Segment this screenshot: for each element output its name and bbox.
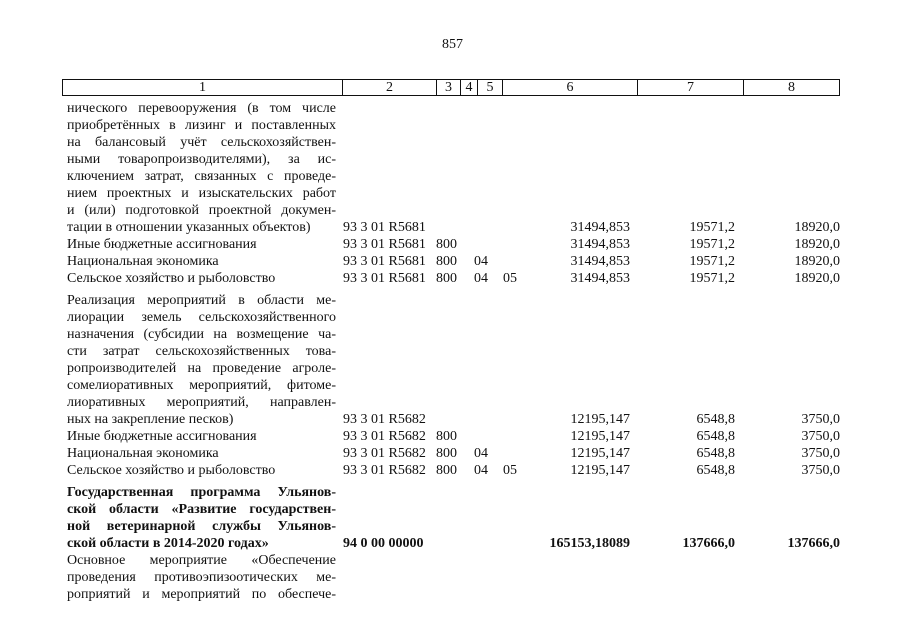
header-col-2: 2 — [386, 80, 393, 95]
header-col-5: 5 — [486, 80, 494, 95]
col-3-cell: 800 — [436, 429, 457, 444]
value-col-6: 31494,853 — [570, 254, 630, 269]
description-line: ными товаропроизводителями), за ис- — [67, 152, 336, 167]
value-col-8: 3750,0 — [801, 429, 840, 444]
code-cell: 93 3 01 R5681 — [343, 271, 426, 286]
value-col-7: 19571,2 — [689, 254, 735, 269]
description-line: на балансовый учёт сельскохозяйствен- — [67, 135, 336, 150]
value-col-6: 31494,853 — [570, 237, 630, 252]
description-line: роприятий и мероприятий по обеспече- — [67, 587, 336, 602]
col-4-cell: 04 — [474, 463, 488, 478]
header-col-3: 3 — [445, 80, 452, 95]
value-col-8: 18920,0 — [794, 220, 840, 235]
value-col-7: 6548,8 — [696, 446, 735, 461]
code-cell: 93 3 01 R5682 — [343, 412, 426, 427]
col-3-cell: 800 — [436, 463, 457, 478]
program-title-line: ской области «Развитие государствен- — [67, 502, 336, 517]
col-5-cell: 05 — [503, 271, 517, 286]
description-line: проведения противоэпизоотических ме- — [67, 570, 336, 585]
code-cell: 93 3 01 R5682 — [343, 463, 426, 478]
table-header-row — [62, 79, 840, 96]
value-col-6: 31494,853 — [570, 220, 630, 235]
value-col-8: 3750,0 — [801, 412, 840, 427]
page-number: 857 — [442, 37, 463, 52]
col-4-cell: 04 — [474, 446, 488, 461]
value-col-8: 18920,0 — [794, 271, 840, 286]
program-title-line: ской области в 2014-2020 годах» — [67, 536, 269, 551]
header-col-4: 4 — [465, 80, 473, 95]
description-line: приобретённых в лизинг и поставленных — [67, 118, 336, 133]
value-col-7: 19571,2 — [689, 271, 735, 286]
code-cell: 94 0 00 00000 — [343, 536, 424, 551]
col-4-cell: 04 — [474, 254, 488, 269]
code-cell: 93 3 01 R5681 — [343, 237, 426, 252]
value-col-7: 6548,8 — [696, 463, 735, 478]
description-line: лиоративных мероприятий, направлен- — [67, 395, 336, 410]
description-line: сти затрат сельскохозяйственных това- — [67, 344, 336, 359]
value-col-7: 137666,0 — [682, 536, 735, 551]
value-col-6: 12195,147 — [570, 463, 630, 478]
row-name: Сельское хозяйство и рыболовство — [67, 271, 276, 286]
col-3-cell: 800 — [436, 237, 457, 252]
header-col-7: 7 — [687, 80, 694, 95]
description-line: назначения (субсидии на возмещение ча- — [67, 327, 336, 342]
value-col-7: 6548,8 — [696, 412, 735, 427]
header-col-1: 1 — [199, 80, 206, 95]
code-cell: 93 3 01 R5681 — [343, 220, 426, 235]
row-name: Иные бюджетные ассигнования — [67, 237, 257, 252]
value-col-6: 12195,147 — [570, 446, 630, 461]
col-3-cell: 800 — [436, 446, 457, 461]
value-col-7: 6548,8 — [696, 429, 735, 444]
value-col-8: 18920,0 — [794, 237, 840, 252]
value-col-7: 19571,2 — [689, 220, 735, 235]
value-col-8: 137666,0 — [787, 536, 840, 551]
value-col-7: 19571,2 — [689, 237, 735, 252]
header-col-8: 8 — [788, 80, 795, 95]
description-line: и (или) подготовкой проектной докумен- — [67, 203, 336, 218]
description-line: лиорации земель сельскохозяйственного — [67, 310, 336, 325]
value-col-8: 18920,0 — [794, 254, 840, 269]
col-3-cell: 800 — [436, 254, 457, 269]
row-name: Национальная экономика — [67, 446, 219, 461]
row-name: Сельское хозяйство и рыболовство — [67, 463, 276, 478]
value-col-8: 3750,0 — [801, 463, 840, 478]
description-line: Основное мероприятие «Обеспечение — [67, 553, 336, 568]
description-line: сомелиоративных мероприятий, фитоме- — [67, 378, 336, 393]
code-cell: 93 3 01 R5682 — [343, 446, 426, 461]
description-line: Реализация мероприятий в области ме- — [67, 293, 336, 308]
value-col-6: 12195,147 — [570, 412, 630, 427]
value-col-6: 31494,853 — [570, 271, 630, 286]
description-line: ропроизводителей на проведение агроле- — [67, 361, 336, 376]
value-col-8: 3750,0 — [801, 446, 840, 461]
description-line: нием проектных и изыскательских работ — [67, 186, 336, 201]
header-col-6: 6 — [566, 80, 574, 95]
value-col-6: 12195,147 — [570, 429, 630, 444]
program-title-line: Государственная программа Ульянов- — [67, 485, 336, 500]
program-title-line: ной ветеринарной службы Ульянов- — [67, 519, 336, 534]
row-name: Иные бюджетные ассигнования — [67, 429, 257, 444]
description-line: ключением затрат, связанных с проведе- — [67, 169, 336, 184]
description-line: ных на закрепление песков) — [67, 412, 234, 427]
row-name: Национальная экономика — [67, 254, 219, 269]
code-cell: 93 3 01 R5681 — [343, 254, 426, 269]
col-5-cell: 05 — [503, 463, 517, 478]
code-cell: 93 3 01 R5682 — [343, 429, 426, 444]
description-line: тации в отношении указанных объектов) — [67, 220, 311, 235]
col-4-cell: 04 — [474, 271, 488, 286]
value-col-6: 165153,18089 — [549, 536, 630, 551]
description-line: нического перевооружения (в том числе — [67, 101, 336, 116]
col-3-cell: 800 — [436, 271, 457, 286]
